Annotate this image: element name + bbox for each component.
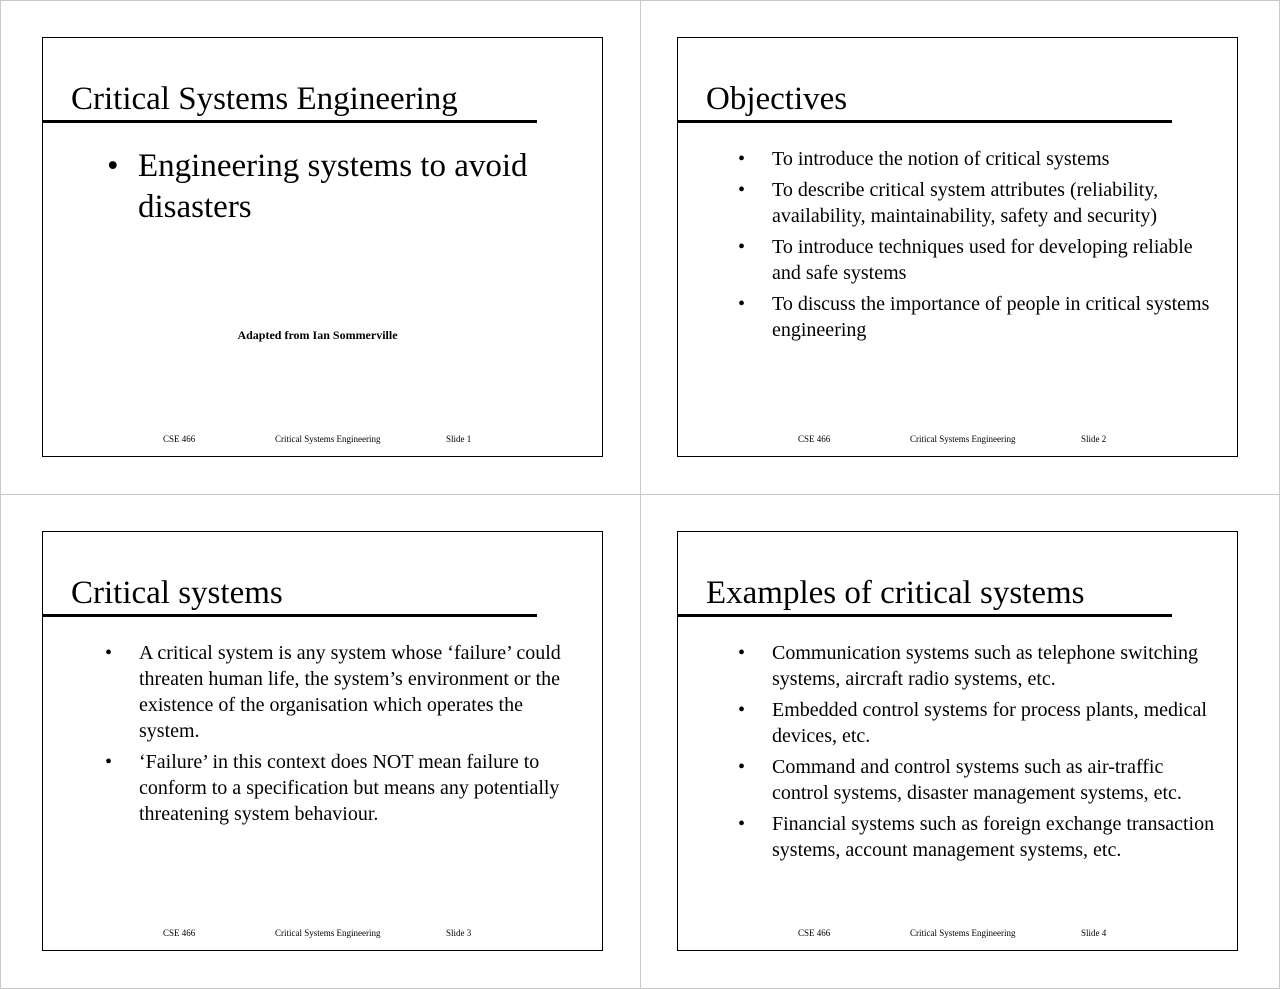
list-item: [738, 811, 1218, 863]
bullet-icon: •: [738, 756, 746, 778]
bullet-text: ‘Failure’ in this context does NOT mean failure to conform to a specification but means any potentially threatening system behaviour.: [139, 751, 560, 825]
bullet-list: [107, 146, 567, 228]
slide-title: Objectives: [706, 81, 848, 117]
slide-3: [42, 531, 603, 951]
bullet-text: A critical system is any system whose ‘failure’ could threaten human life, the system’s environment or the existence of the organisation which operates the system.: [139, 642, 561, 742]
list-item: [738, 234, 1218, 286]
bullet-text: To introduce the notion of critical systems: [772, 148, 1110, 170]
list-item: [738, 697, 1218, 749]
list-item: [105, 640, 585, 744]
credit-line: Adapted from Ian Sommerville: [237, 328, 398, 342]
bullet-list: [738, 146, 1218, 348]
cell-divider-horizontal: [0, 494, 1280, 495]
bullet-text: Financial systems such as foreign exchange transaction systems, account management systems, etc.: [772, 813, 1215, 861]
slide-title: Examples of critical systems: [706, 575, 1085, 611]
slide-4: [677, 531, 1238, 951]
footer-title: Critical Systems Engineering: [275, 928, 381, 938]
footer-course: CSE 466: [798, 928, 831, 938]
bullet-icon: •: [738, 699, 746, 721]
footer-course: CSE 466: [163, 434, 196, 444]
slide-title: Critical Systems Engineering: [71, 81, 458, 117]
footer-course: CSE 466: [163, 928, 196, 938]
footer-slide-number: Slide 3: [446, 928, 472, 938]
slide-2: [677, 37, 1238, 457]
list-item: [738, 146, 1218, 172]
bullet-icon: •: [738, 148, 746, 170]
list-item: [738, 291, 1218, 343]
footer-slide-number: Slide 4: [1081, 928, 1107, 938]
title-underline: [43, 120, 537, 123]
footer-title: Critical Systems Engineering: [910, 928, 1016, 938]
list-item: [107, 146, 567, 228]
bullet-list: [738, 640, 1218, 868]
bullet-icon: •: [738, 236, 746, 258]
bullet-text: Embedded control systems for process plants, medical devices, etc.: [772, 699, 1207, 747]
slide-title: Critical systems: [71, 575, 283, 611]
title-underline: [678, 614, 1172, 617]
list-item: [738, 640, 1218, 692]
list-item: [738, 177, 1218, 229]
footer-slide-number: Slide 2: [1081, 434, 1107, 444]
bullet-icon: •: [738, 813, 746, 835]
footer-title: Critical Systems Engineering: [910, 434, 1016, 444]
footer-slide-number: Slide 1: [446, 434, 472, 444]
list-item: [738, 754, 1218, 806]
bullet-text: Communication systems such as telephone switching systems, aircraft radio systems, etc.: [772, 642, 1199, 690]
bullet-text: Engineering systems to avoid disasters: [138, 148, 528, 225]
list-item: [105, 749, 585, 827]
bullet-icon: •: [107, 148, 119, 184]
bullet-text: To describe critical system attributes (reliability, availability, maintainability, safety and security): [772, 179, 1159, 227]
title-underline: [678, 120, 1172, 123]
bullet-icon: •: [105, 751, 113, 773]
bullet-icon: •: [738, 293, 746, 315]
bullet-icon: •: [738, 179, 746, 201]
footer-title: Critical Systems Engineering: [275, 434, 381, 444]
bullet-icon: •: [738, 642, 746, 664]
bullet-text: To discuss the importance of people in critical systems engineering: [772, 293, 1210, 341]
title-underline: [43, 614, 537, 617]
footer-course: CSE 466: [798, 434, 831, 444]
bullet-icon: •: [105, 642, 113, 664]
bullet-text: To introduce techniques used for developing reliable and safe systems: [772, 236, 1193, 284]
slide-1: [42, 37, 603, 457]
bullet-text: Command and control systems such as air-traffic control systems, disaster management systems, etc.: [772, 756, 1182, 804]
bullet-list: [105, 640, 585, 832]
